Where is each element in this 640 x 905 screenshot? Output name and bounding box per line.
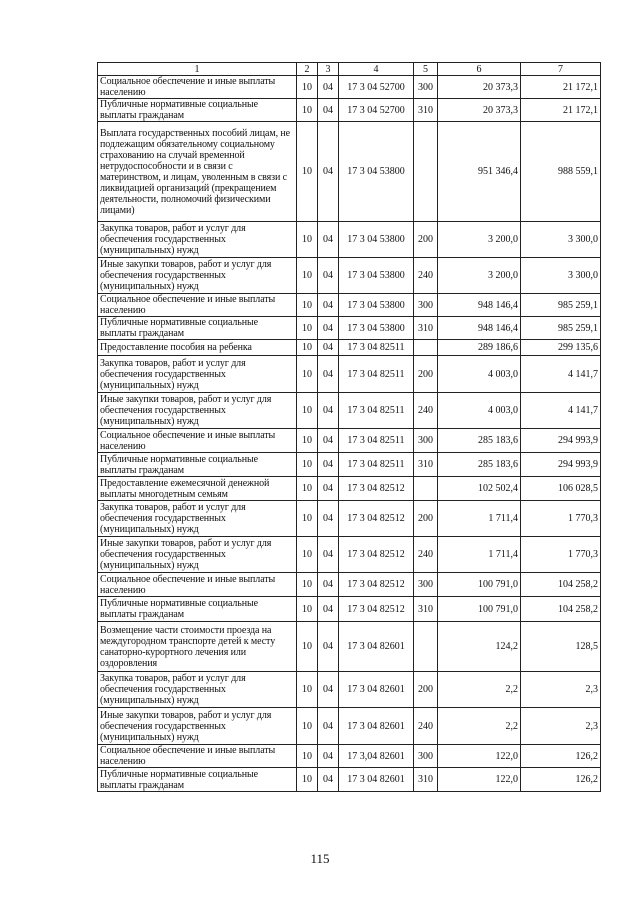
expense-type-code: 300 [414, 573, 438, 597]
amount-year-1: 3 200,0 [438, 258, 521, 294]
podrazdel-code: 04 [318, 340, 339, 356]
table-row [98, 122, 601, 222]
amount-year-2: 128,5 [521, 622, 601, 672]
table-row [98, 573, 601, 597]
amount-year-1: 1 711,4 [438, 537, 521, 573]
razdel-code: 10 [297, 453, 318, 477]
row-name: Социальное обеспечение и иные выплаты населению [98, 294, 297, 317]
table-row [98, 317, 601, 340]
row-name: Публичные нормативные социальные выплаты гражданам [98, 99, 297, 122]
podrazdel-code: 04 [318, 622, 339, 672]
expense-type-code [414, 122, 438, 222]
expense-type-code: 310 [414, 597, 438, 622]
header-cell: 4 [339, 63, 414, 76]
target-article-code: 17 3 04 82511 [339, 453, 414, 477]
expense-type-code: 310 [414, 768, 438, 792]
budget-table [97, 62, 601, 792]
amount-year-2: 104 258,2 [521, 573, 601, 597]
amount-year-2: 126,2 [521, 768, 601, 792]
amount-year-2: 985 259,1 [521, 294, 601, 317]
amount-year-2: 3 300,0 [521, 222, 601, 258]
row-name: Социальное обеспечение и иные выплаты населению [98, 573, 297, 597]
expense-type-code: 300 [414, 745, 438, 768]
target-article-code: 17 3 04 53800 [339, 317, 414, 340]
amount-year-1: 20 373,3 [438, 99, 521, 122]
row-name: Предоставление пособия на ребенка [98, 340, 297, 356]
amount-year-1: 102 502,4 [438, 477, 521, 501]
row-name: Закупка товаров, работ и услуг для обеспечения государственных (муниципальных) нужд [98, 356, 297, 393]
target-article-code: 17 3 04 53800 [339, 258, 414, 294]
row-name: Публичные нормативные социальные выплаты гражданам [98, 453, 297, 477]
row-name: Социальное обеспечение и иные выплаты населению [98, 745, 297, 768]
table-row [98, 99, 601, 122]
expense-type-code: 200 [414, 672, 438, 708]
row-name: Предоставление ежемесячной денежной выплаты многодетным семьям [98, 477, 297, 501]
amount-year-2: 985 259,1 [521, 317, 601, 340]
amount-year-1: 948 146,4 [438, 294, 521, 317]
table-row [98, 258, 601, 294]
amount-year-2: 3 300,0 [521, 258, 601, 294]
target-article-code: 17 3 04 82601 [339, 672, 414, 708]
expense-type-code: 300 [414, 429, 438, 453]
razdel-code: 10 [297, 340, 318, 356]
target-article-code: 17 3 04 53800 [339, 294, 414, 317]
amount-year-2: 2,3 [521, 708, 601, 745]
amount-year-1: 285 183,6 [438, 429, 521, 453]
razdel-code: 10 [297, 672, 318, 708]
table-row [98, 597, 601, 622]
row-name: Закупка товаров, работ и услуг для обеспечения государственных (муниципальных) нужд [98, 222, 297, 258]
header-cell: 2 [297, 63, 318, 76]
target-article-code: 17 3 04 82512 [339, 573, 414, 597]
razdel-code: 10 [297, 477, 318, 501]
table-row [98, 622, 601, 672]
header-cell: 5 [414, 63, 438, 76]
row-name: Социальное обеспечение и иные выплаты населению [98, 429, 297, 453]
podrazdel-code: 04 [318, 501, 339, 537]
podrazdel-code: 04 [318, 393, 339, 429]
razdel-code: 10 [297, 573, 318, 597]
amount-year-1: 100 791,0 [438, 573, 521, 597]
amount-year-1: 4 003,0 [438, 356, 521, 393]
amount-year-2: 988 559,1 [521, 122, 601, 222]
amount-year-2: 126,2 [521, 745, 601, 768]
podrazdel-code: 04 [318, 537, 339, 573]
target-article-code: 17 3 04 82512 [339, 501, 414, 537]
amount-year-1: 122,0 [438, 768, 521, 792]
table-row [98, 76, 601, 99]
expense-type-code: 300 [414, 294, 438, 317]
table-row [98, 501, 601, 537]
target-article-code: 17 3 04 82601 [339, 768, 414, 792]
razdel-code: 10 [297, 99, 318, 122]
razdel-code: 10 [297, 258, 318, 294]
expense-type-code [414, 477, 438, 501]
podrazdel-code: 04 [318, 453, 339, 477]
amount-year-1: 3 200,0 [438, 222, 521, 258]
podrazdel-code: 04 [318, 672, 339, 708]
table-row [98, 477, 601, 501]
razdel-code: 10 [297, 122, 318, 222]
amount-year-2: 4 141,7 [521, 356, 601, 393]
table-row [98, 672, 601, 708]
row-name: Иные закупки товаров, работ и услуг для обеспечения государственных (муниципальных) нужд [98, 258, 297, 294]
expense-type-code: 310 [414, 453, 438, 477]
amount-year-2: 106 028,5 [521, 477, 601, 501]
table-row [98, 768, 601, 792]
amount-year-1: 100 791,0 [438, 597, 521, 622]
expense-type-code: 310 [414, 99, 438, 122]
table-row [98, 222, 601, 258]
expense-type-code: 240 [414, 393, 438, 429]
row-name: Выплата государственных пособий лицам, не подлежащим обязательному социальному страхованию на случай временной нетрудоспособности и в связи с материнством, и лицам, уволенным в связи с ликвидацией организаций (прекращением деятельности, полномочий физическими лицами) [98, 122, 297, 222]
header-cell: 3 [318, 63, 339, 76]
target-article-code: 17 3 04 82511 [339, 393, 414, 429]
table-row [98, 453, 601, 477]
razdel-code: 10 [297, 222, 318, 258]
target-article-code: 17 3 04 82512 [339, 537, 414, 573]
podrazdel-code: 04 [318, 258, 339, 294]
target-article-code: 17 3 04 82511 [339, 340, 414, 356]
amount-year-1: 124,2 [438, 622, 521, 672]
podrazdel-code: 04 [318, 573, 339, 597]
header-cell: 1 [98, 63, 297, 76]
target-article-code: 17 3 04 53800 [339, 222, 414, 258]
target-article-code: 17 3 04 82511 [339, 356, 414, 393]
expense-type-code: 240 [414, 708, 438, 745]
razdel-code: 10 [297, 294, 318, 317]
target-article-code: 17 3 04 53800 [339, 122, 414, 222]
row-name: Иные закупки товаров, работ и услуг для обеспечения государственных (муниципальных) нужд [98, 393, 297, 429]
table-row [98, 356, 601, 393]
row-name: Публичные нормативные социальные выплаты гражданам [98, 317, 297, 340]
expense-type-code: 200 [414, 222, 438, 258]
table-row [98, 537, 601, 573]
table-row [98, 429, 601, 453]
target-article-code: 17 3,04 82601 [339, 745, 414, 768]
row-name: Публичные нормативные социальные выплаты гражданам [98, 768, 297, 792]
podrazdel-code: 04 [318, 99, 339, 122]
podrazdel-code: 04 [318, 429, 339, 453]
expense-type-code [414, 340, 438, 356]
target-article-code: 17 3 04 82511 [339, 429, 414, 453]
amount-year-1: 951 346,4 [438, 122, 521, 222]
row-name: Социальное обеспечение и иные выплаты населению [98, 76, 297, 99]
target-article-code: 17 3 04 52700 [339, 99, 414, 122]
target-article-code: 17 3 04 52700 [339, 76, 414, 99]
table-row [98, 708, 601, 745]
row-name: Публичные нормативные социальные выплаты гражданам [98, 597, 297, 622]
table-row [98, 294, 601, 317]
razdel-code: 10 [297, 597, 318, 622]
row-name: Иные закупки товаров, работ и услуг для обеспечения государственных (муниципальных) нужд [98, 537, 297, 573]
razdel-code: 10 [297, 745, 318, 768]
amount-year-1: 948 146,4 [438, 317, 521, 340]
target-article-code: 17 3 04 82512 [339, 597, 414, 622]
podrazdel-code: 04 [318, 122, 339, 222]
table-row [98, 340, 601, 356]
row-name: Закупка товаров, работ и услуг для обеспечения государственных (муниципальных) нужд [98, 672, 297, 708]
amount-year-2: 299 135,6 [521, 340, 601, 356]
amount-year-1: 2,2 [438, 672, 521, 708]
amount-year-1: 122,0 [438, 745, 521, 768]
podrazdel-code: 04 [318, 597, 339, 622]
podrazdel-code: 04 [318, 708, 339, 745]
amount-year-2: 21 172,1 [521, 99, 601, 122]
amount-year-1: 1 711,4 [438, 501, 521, 537]
row-name: Возмещение части стоимости проезда на междугородном транспорте детей к месту санаторно-курортного лечения или оздоровления [98, 622, 297, 672]
amount-year-2: 294 993,9 [521, 429, 601, 453]
razdel-code: 10 [297, 76, 318, 99]
table-row [98, 745, 601, 768]
expense-type-code: 200 [414, 356, 438, 393]
expense-type-code: 310 [414, 317, 438, 340]
razdel-code: 10 [297, 768, 318, 792]
amount-year-1: 289 186,6 [438, 340, 521, 356]
amount-year-2: 1 770,3 [521, 501, 601, 537]
podrazdel-code: 04 [318, 745, 339, 768]
amount-year-2: 21 172,1 [521, 76, 601, 99]
podrazdel-code: 04 [318, 294, 339, 317]
podrazdel-code: 04 [318, 222, 339, 258]
razdel-code: 10 [297, 708, 318, 745]
podrazdel-code: 04 [318, 768, 339, 792]
amount-year-2: 294 993,9 [521, 453, 601, 477]
razdel-code: 10 [297, 429, 318, 453]
razdel-code: 10 [297, 317, 318, 340]
table-header-row [98, 63, 601, 76]
amount-year-2: 104 258,2 [521, 597, 601, 622]
target-article-code: 17 3 04 82512 [339, 477, 414, 501]
page-number: 115 [310, 851, 330, 866]
podrazdel-code: 04 [318, 356, 339, 393]
expense-type-code: 300 [414, 76, 438, 99]
amount-year-2: 1 770,3 [521, 537, 601, 573]
razdel-code: 10 [297, 393, 318, 429]
podrazdel-code: 04 [318, 76, 339, 99]
expense-type-code: 240 [414, 258, 438, 294]
header-cell: 7 [521, 63, 601, 76]
row-name: Закупка товаров, работ и услуг для обеспечения государственных (муниципальных) нужд [98, 501, 297, 537]
razdel-code: 10 [297, 501, 318, 537]
amount-year-2: 4 141,7 [521, 393, 601, 429]
table-row [98, 393, 601, 429]
amount-year-1: 285 183,6 [438, 453, 521, 477]
razdel-code: 10 [297, 356, 318, 393]
expense-type-code [414, 622, 438, 672]
header-cell: 6 [438, 63, 521, 76]
podrazdel-code: 04 [318, 317, 339, 340]
razdel-code: 10 [297, 537, 318, 573]
amount-year-1: 2,2 [438, 708, 521, 745]
razdel-code: 10 [297, 622, 318, 672]
table-body [98, 63, 601, 792]
row-name: Иные закупки товаров, работ и услуг для обеспечения государственных (муниципальных) нужд [98, 708, 297, 745]
target-article-code: 17 3 04 82601 [339, 708, 414, 745]
amount-year-1: 20 373,3 [438, 76, 521, 99]
amount-year-1: 4 003,0 [438, 393, 521, 429]
target-article-code: 17 3 04 82601 [339, 622, 414, 672]
expense-type-code: 240 [414, 537, 438, 573]
amount-year-2: 2,3 [521, 672, 601, 708]
expense-type-code: 200 [414, 501, 438, 537]
podrazdel-code: 04 [318, 477, 339, 501]
